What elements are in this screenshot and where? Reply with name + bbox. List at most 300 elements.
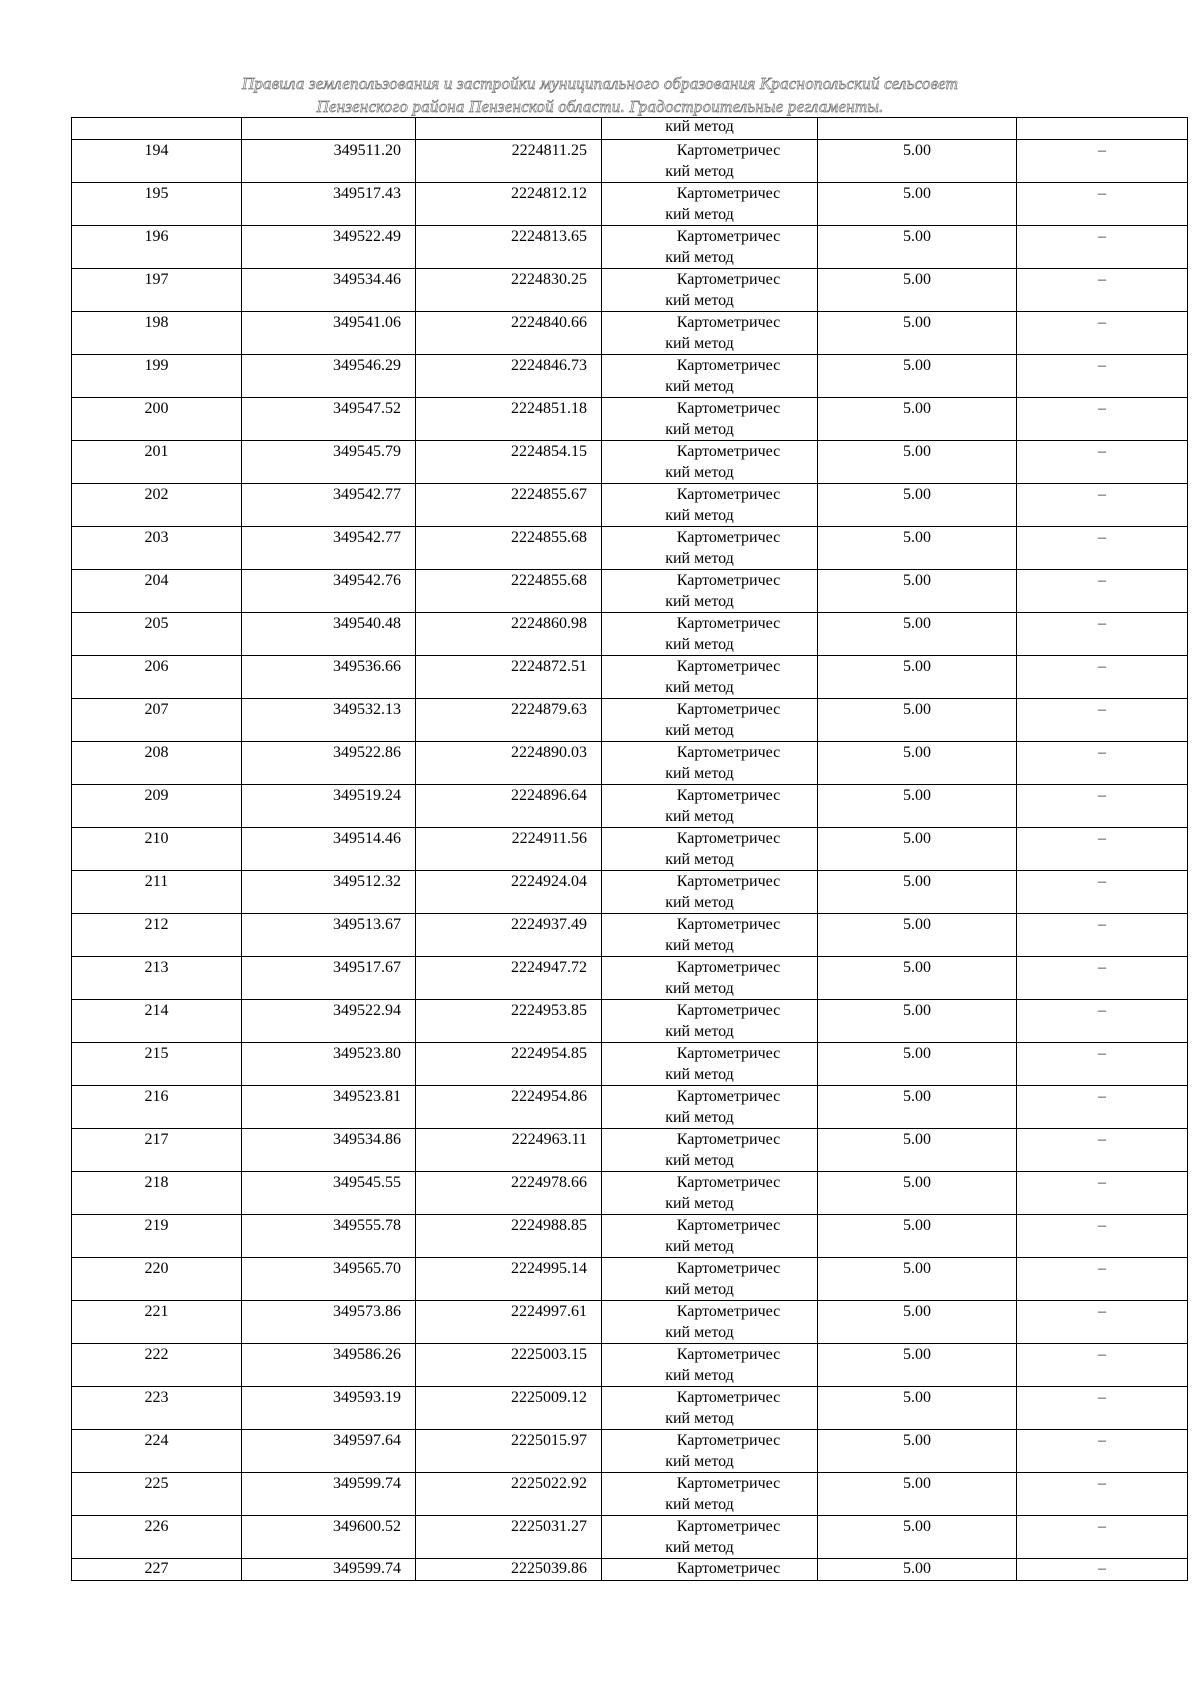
cell-num: 227 <box>72 1559 242 1581</box>
cell-method <box>602 1430 818 1473</box>
cell-num: 213 <box>72 957 242 1000</box>
method-line-1: Картометричес <box>676 744 781 761</box>
cell-note: – <box>1017 1387 1188 1430</box>
cell-accuracy: 5.00 <box>818 570 1017 613</box>
method-line-2: кий метод <box>665 1410 734 1427</box>
method-line-1: Картометричес <box>676 701 781 718</box>
cell-note: – <box>1017 1559 1188 1581</box>
cell-num: 217 <box>72 1129 242 1172</box>
method-line-2: кий метод <box>665 1324 734 1341</box>
cell-y: 2224846.73 <box>416 355 602 398</box>
cell-num: 199 <box>72 355 242 398</box>
cell-num: 209 <box>72 785 242 828</box>
cell-accuracy: 5.00 <box>818 656 1017 699</box>
cell-y: 2224811.25 <box>416 140 602 183</box>
cell-y: 2225009.12 <box>416 1387 602 1430</box>
table-row <box>72 1215 1188 1258</box>
cell-num: 221 <box>72 1301 242 1344</box>
cell-y: 2224953.85 <box>416 1000 602 1043</box>
cell-method <box>602 226 818 269</box>
coordinates-table <box>71 117 1188 1581</box>
method-line-2: кий метод <box>665 894 734 911</box>
cell-x: 349517.67 <box>242 957 416 1000</box>
cell-y: 2224954.86 <box>416 1086 602 1129</box>
method-line-2: кий метод <box>665 722 734 739</box>
table-row <box>72 183 1188 226</box>
cell-y: 2224911.56 <box>416 828 602 871</box>
table-row <box>72 742 1188 785</box>
cell-method <box>602 183 818 226</box>
cell-accuracy: 5.00 <box>818 1559 1017 1581</box>
cell-x: 349517.43 <box>242 183 416 226</box>
cell-note: – <box>1017 828 1188 871</box>
cell-note: – <box>1017 699 1188 742</box>
cell-accuracy: 5.00 <box>818 1344 1017 1387</box>
table-row <box>72 656 1188 699</box>
cell-y: 2224890.03 <box>416 742 602 785</box>
cell-y: 2224872.51 <box>416 656 602 699</box>
method-line-2: кий метод <box>665 679 734 696</box>
cell-accuracy: 5.00 <box>818 1301 1017 1344</box>
cell-note: – <box>1017 226 1188 269</box>
table-row <box>72 527 1188 570</box>
method-line-1: Картометричес <box>676 873 781 890</box>
cell-x: 349555.78 <box>242 1215 416 1258</box>
cell-x: 349532.13 <box>242 699 416 742</box>
table-row <box>72 1000 1188 1043</box>
cell-y: 2224978.66 <box>416 1172 602 1215</box>
cell-num: 212 <box>72 914 242 957</box>
cell-x: 349523.81 <box>242 1086 416 1129</box>
method-line-2: кий метод <box>665 421 734 438</box>
method-line-2: кий метод <box>665 464 734 481</box>
cell-y: 2224812.12 <box>416 183 602 226</box>
cell-accuracy: 5.00 <box>818 828 1017 871</box>
cell-x: 349573.86 <box>242 1301 416 1344</box>
cell-accuracy: 5.00 <box>818 785 1017 828</box>
cell-accuracy: 5.00 <box>818 1258 1017 1301</box>
table-row <box>72 570 1188 613</box>
cell-accuracy: 5.00 <box>818 1086 1017 1129</box>
cell-accuracy: 5.00 <box>818 699 1017 742</box>
method-line-1: Картометричес <box>676 1045 781 1062</box>
table-row <box>72 1301 1188 1344</box>
cell-accuracy: 5.00 <box>818 1387 1017 1430</box>
cell-note: – <box>1017 957 1188 1000</box>
cell-num: 211 <box>72 871 242 914</box>
cell-method <box>602 1516 818 1559</box>
cell-x: 349547.52 <box>242 398 416 441</box>
method-line-1: Картометричес <box>676 1303 781 1320</box>
cell-y: 2225015.97 <box>416 1430 602 1473</box>
cell-method <box>602 613 818 656</box>
method-line-1: Картометричес <box>676 572 781 589</box>
cell-note: – <box>1017 570 1188 613</box>
cell-x: 349534.46 <box>242 269 416 312</box>
cell-accuracy: 5.00 <box>818 1473 1017 1516</box>
cell-note: – <box>1017 140 1188 183</box>
cell-num: 201 <box>72 441 242 484</box>
method-line-2: кий метод <box>665 636 734 653</box>
cell-note: – <box>1017 914 1188 957</box>
cell-method <box>602 441 818 484</box>
header-line-1: Правила землепользования и застройки муниципального образования Краснопольский сельсовет <box>241 74 959 93</box>
cell-method <box>602 1301 818 1344</box>
table-row <box>72 226 1188 269</box>
method-line-2: кий метод <box>665 1453 734 1470</box>
cell-x: 349599.74 <box>242 1559 416 1581</box>
cell-x: 349545.55 <box>242 1172 416 1215</box>
cell-note: – <box>1017 1430 1188 1473</box>
cell-note: – <box>1017 656 1188 699</box>
cell-accuracy: 5.00 <box>818 398 1017 441</box>
cell-y: 2224854.15 <box>416 441 602 484</box>
cell-method <box>602 355 818 398</box>
table-row <box>72 398 1188 441</box>
method-line-1: Картометричес <box>676 1174 781 1191</box>
method-line-1: Картометричес <box>676 916 781 933</box>
cell-note: – <box>1017 871 1188 914</box>
method-line-1: Картометричес <box>676 1131 781 1148</box>
cell-num: 204 <box>72 570 242 613</box>
cell-method <box>602 828 818 871</box>
cell-num <box>72 118 242 140</box>
method-line-1: Картометричес <box>676 228 781 245</box>
cell-accuracy: 5.00 <box>818 355 1017 398</box>
cell-method <box>602 527 818 570</box>
method-line-2: кий метод <box>665 1238 734 1255</box>
cell-num: 200 <box>72 398 242 441</box>
cell-method <box>602 914 818 957</box>
cell-x: 349536.66 <box>242 656 416 699</box>
method-line-2: кий метод <box>665 593 734 610</box>
method-line-2: кий метод <box>665 1023 734 1040</box>
cell-accuracy: 5.00 <box>818 183 1017 226</box>
method-line-2: кий метод <box>665 851 734 868</box>
cell-method <box>602 1559 818 1581</box>
cell-note: – <box>1017 1215 1188 1258</box>
cell-num: 226 <box>72 1516 242 1559</box>
cell-method <box>602 140 818 183</box>
table-row <box>72 355 1188 398</box>
cell-note: – <box>1017 355 1188 398</box>
cell-method <box>602 1043 818 1086</box>
cell-x: 349522.94 <box>242 1000 416 1043</box>
table-row <box>72 871 1188 914</box>
method-line-2: кий метод <box>665 378 734 395</box>
cell-y: 2224924.04 <box>416 871 602 914</box>
continued-row <box>72 118 1188 140</box>
method-line-2: кий метод <box>665 507 734 524</box>
cell-note: – <box>1017 183 1188 226</box>
cell-x: 349542.77 <box>242 484 416 527</box>
cell-num: 215 <box>72 1043 242 1086</box>
header-line-2: Пензенского района Пензенской области. Градостроительные регламенты. <box>316 97 884 116</box>
cell-num: 197 <box>72 269 242 312</box>
method-line-1: Картометричес <box>676 1217 781 1234</box>
table-row <box>72 957 1188 1000</box>
method-line-2: кий метод <box>665 335 734 352</box>
cell-y: 2224851.18 <box>416 398 602 441</box>
cell-method <box>602 1086 818 1129</box>
cell-x: 349542.76 <box>242 570 416 613</box>
cell-x: 349514.46 <box>242 828 416 871</box>
cell-num: 225 <box>72 1473 242 1516</box>
cell-x: 349523.80 <box>242 1043 416 1086</box>
cell-method <box>602 1387 818 1430</box>
cell-y: 2224830.25 <box>416 269 602 312</box>
method-line-1: Картометричес <box>676 529 781 546</box>
method-line-2: кий метод <box>665 292 734 309</box>
method-line-2: кий метод <box>665 163 734 180</box>
method-line-2: кий метод <box>665 937 734 954</box>
cell-method <box>602 398 818 441</box>
cell-x: 349542.77 <box>242 527 416 570</box>
cell-note: – <box>1017 1129 1188 1172</box>
method-line-2: кий метод <box>665 1195 734 1212</box>
cell-method <box>602 742 818 785</box>
cell-num: 224 <box>72 1430 242 1473</box>
cell-accuracy: 5.00 <box>818 613 1017 656</box>
cell-note: – <box>1017 785 1188 828</box>
method-line-1: Картометричес <box>676 357 781 374</box>
cell-note: – <box>1017 312 1188 355</box>
cell-y <box>416 118 602 140</box>
cell-accuracy: 5.00 <box>818 871 1017 914</box>
table-row <box>72 1473 1188 1516</box>
table-body <box>72 118 1188 1581</box>
cell-method <box>602 871 818 914</box>
method-line-1: Картометричес <box>676 1518 781 1535</box>
cell-accuracy: 5.00 <box>818 1172 1017 1215</box>
table-row <box>72 312 1188 355</box>
cell-num: 218 <box>72 1172 242 1215</box>
method-line-1: Картометричес <box>676 1088 781 1105</box>
cell-x: 349512.32 <box>242 871 416 914</box>
table-row <box>72 613 1188 656</box>
cell-method <box>602 269 818 312</box>
cell-method <box>602 1129 818 1172</box>
cell-num: 219 <box>72 1215 242 1258</box>
cell-y: 2224896.64 <box>416 785 602 828</box>
cell-method <box>602 785 818 828</box>
method-line-1: Картометричес <box>676 314 781 331</box>
cell-x: 349565.70 <box>242 1258 416 1301</box>
cell-accuracy: 5.00 <box>818 914 1017 957</box>
cell-method <box>602 570 818 613</box>
cell-x: 349513.67 <box>242 914 416 957</box>
cell-y: 2225022.92 <box>416 1473 602 1516</box>
cell-y: 2225003.15 <box>416 1344 602 1387</box>
table-row <box>72 1430 1188 1473</box>
cell-accuracy: 5.00 <box>818 957 1017 1000</box>
method-line-2: кий метод <box>665 1066 734 1083</box>
cell-num: 196 <box>72 226 242 269</box>
cell-num: 208 <box>72 742 242 785</box>
cell-y: 2224963.11 <box>416 1129 602 1172</box>
cell-num: 194 <box>72 140 242 183</box>
cell-x: 349600.52 <box>242 1516 416 1559</box>
cell-num: 210 <box>72 828 242 871</box>
table-row <box>72 269 1188 312</box>
cell-num: 205 <box>72 613 242 656</box>
cell-num: 223 <box>72 1387 242 1430</box>
method-line-2: кий метод <box>665 1109 734 1126</box>
table-row <box>72 1172 1188 1215</box>
cell-note: – <box>1017 1000 1188 1043</box>
table-row <box>72 140 1188 183</box>
cell-y: 2224995.14 <box>416 1258 602 1301</box>
table-row <box>72 1043 1188 1086</box>
cell-y: 2224947.72 <box>416 957 602 1000</box>
cell-y: 2224840.66 <box>416 312 602 355</box>
cell-note: – <box>1017 1516 1188 1559</box>
cell-num: 198 <box>72 312 242 355</box>
cell-y: 2225031.27 <box>416 1516 602 1559</box>
cell-note: – <box>1017 742 1188 785</box>
method-line-1: Картометричес <box>676 1002 781 1019</box>
method-line-2: кий метод <box>665 206 734 223</box>
method-line-2: кий метод <box>665 550 734 567</box>
table-row <box>72 1387 1188 1430</box>
cell-note <box>1017 118 1188 140</box>
method-line-1: Картометричес <box>676 443 781 460</box>
method-line-2: кий метод <box>665 1152 734 1169</box>
method-line-1: Картометричес <box>676 1260 781 1277</box>
cell-num: 206 <box>72 656 242 699</box>
cell-note: – <box>1017 269 1188 312</box>
method-line-2: кий метод <box>665 1539 734 1556</box>
cell-method <box>602 312 818 355</box>
cell-x: 349511.20 <box>242 140 416 183</box>
cell-y: 2224937.49 <box>416 914 602 957</box>
cell-num: 195 <box>72 183 242 226</box>
cell-note: – <box>1017 398 1188 441</box>
cell-y: 2225039.86 <box>416 1559 602 1581</box>
cell-x: 349541.06 <box>242 312 416 355</box>
table-row <box>72 441 1188 484</box>
cell-accuracy: 5.00 <box>818 742 1017 785</box>
cell-y: 2224860.98 <box>416 613 602 656</box>
cell-x: 349522.86 <box>242 742 416 785</box>
cell-note: – <box>1017 527 1188 570</box>
cell-method <box>602 1000 818 1043</box>
cell-y: 2224988.85 <box>416 1215 602 1258</box>
cell-note: – <box>1017 1301 1188 1344</box>
cell-note: – <box>1017 1344 1188 1387</box>
cell-note: – <box>1017 1086 1188 1129</box>
table-row <box>72 699 1188 742</box>
cell-accuracy: 5.00 <box>818 269 1017 312</box>
cell-y: 2224997.61 <box>416 1301 602 1344</box>
method-line-1: Картометричес <box>676 830 781 847</box>
cell-num: 216 <box>72 1086 242 1129</box>
method-line-2: кий метод <box>665 1281 734 1298</box>
cell-method <box>602 484 818 527</box>
cell-note: – <box>1017 1473 1188 1516</box>
method-line-1: Картометричес <box>676 400 781 417</box>
cell-method <box>602 1215 818 1258</box>
cell-y: 2224855.68 <box>416 570 602 613</box>
table-row <box>72 484 1188 527</box>
cell-x: 349586.26 <box>242 1344 416 1387</box>
method-line-1: Картометричес <box>676 1389 781 1406</box>
table-row <box>72 1129 1188 1172</box>
table-row <box>72 1086 1188 1129</box>
table-row <box>72 1516 1188 1559</box>
table-row <box>72 1344 1188 1387</box>
cell-method <box>602 1172 818 1215</box>
cell-accuracy: 5.00 <box>818 1129 1017 1172</box>
cell-y: 2224855.67 <box>416 484 602 527</box>
cell-note: – <box>1017 441 1188 484</box>
cell-accuracy: 5.00 <box>818 226 1017 269</box>
method-line-2: кий метод <box>665 1367 734 1384</box>
cell-x: 349522.49 <box>242 226 416 269</box>
method-line-1: Картометричес <box>676 615 781 632</box>
cell-x: 349519.24 <box>242 785 416 828</box>
page-header <box>0 72 1200 118</box>
cell-x: 349540.48 <box>242 613 416 656</box>
method-line-2: кий метод <box>665 249 734 266</box>
cell-accuracy: 5.00 <box>818 312 1017 355</box>
cell-num: 214 <box>72 1000 242 1043</box>
method-line-2: кий метод <box>665 765 734 782</box>
table-row <box>72 1258 1188 1301</box>
cell-num: 202 <box>72 484 242 527</box>
method-line-1: Картометричес <box>676 486 781 503</box>
cell-x: 349546.29 <box>242 355 416 398</box>
cell-num: 203 <box>72 527 242 570</box>
cell-note: – <box>1017 1258 1188 1301</box>
cell-method <box>602 699 818 742</box>
method-line-1: Картометричес <box>676 1475 781 1492</box>
method-line-1: Картометричес <box>676 1560 781 1577</box>
cell-x <box>242 118 416 140</box>
cell-accuracy: 5.00 <box>818 140 1017 183</box>
cell-accuracy: 5.00 <box>818 1043 1017 1086</box>
cell-note: – <box>1017 1172 1188 1215</box>
cell-y: 2224879.63 <box>416 699 602 742</box>
cell-num: 220 <box>72 1258 242 1301</box>
method-line-2: кий метод <box>665 808 734 825</box>
cell-method <box>602 1473 818 1516</box>
table-row <box>72 828 1188 871</box>
table-row <box>72 785 1188 828</box>
cell-accuracy: 5.00 <box>818 527 1017 570</box>
method-line-1: Картометричес <box>676 787 781 804</box>
method-line-1: Картометричес <box>676 1432 781 1449</box>
method-line-1: Картометричес <box>676 959 781 976</box>
method-line-2: кий метод <box>665 980 734 997</box>
cell-x: 349599.74 <box>242 1473 416 1516</box>
cell-x: 349597.64 <box>242 1430 416 1473</box>
cell-num: 207 <box>72 699 242 742</box>
table-row <box>72 914 1188 957</box>
cell-y: 2224813.65 <box>416 226 602 269</box>
method-line-1: Картометричес <box>676 142 781 159</box>
cell-method <box>602 656 818 699</box>
cell-note: – <box>1017 484 1188 527</box>
cell-num: 222 <box>72 1344 242 1387</box>
cell-method <box>602 957 818 1000</box>
cell-y: 2224855.68 <box>416 527 602 570</box>
cell-x: 349545.79 <box>242 441 416 484</box>
cell-accuracy: 5.00 <box>818 1516 1017 1559</box>
cell-x: 349593.19 <box>242 1387 416 1430</box>
cell-x: 349534.86 <box>242 1129 416 1172</box>
cell-method-tail: кий метод <box>602 118 818 140</box>
